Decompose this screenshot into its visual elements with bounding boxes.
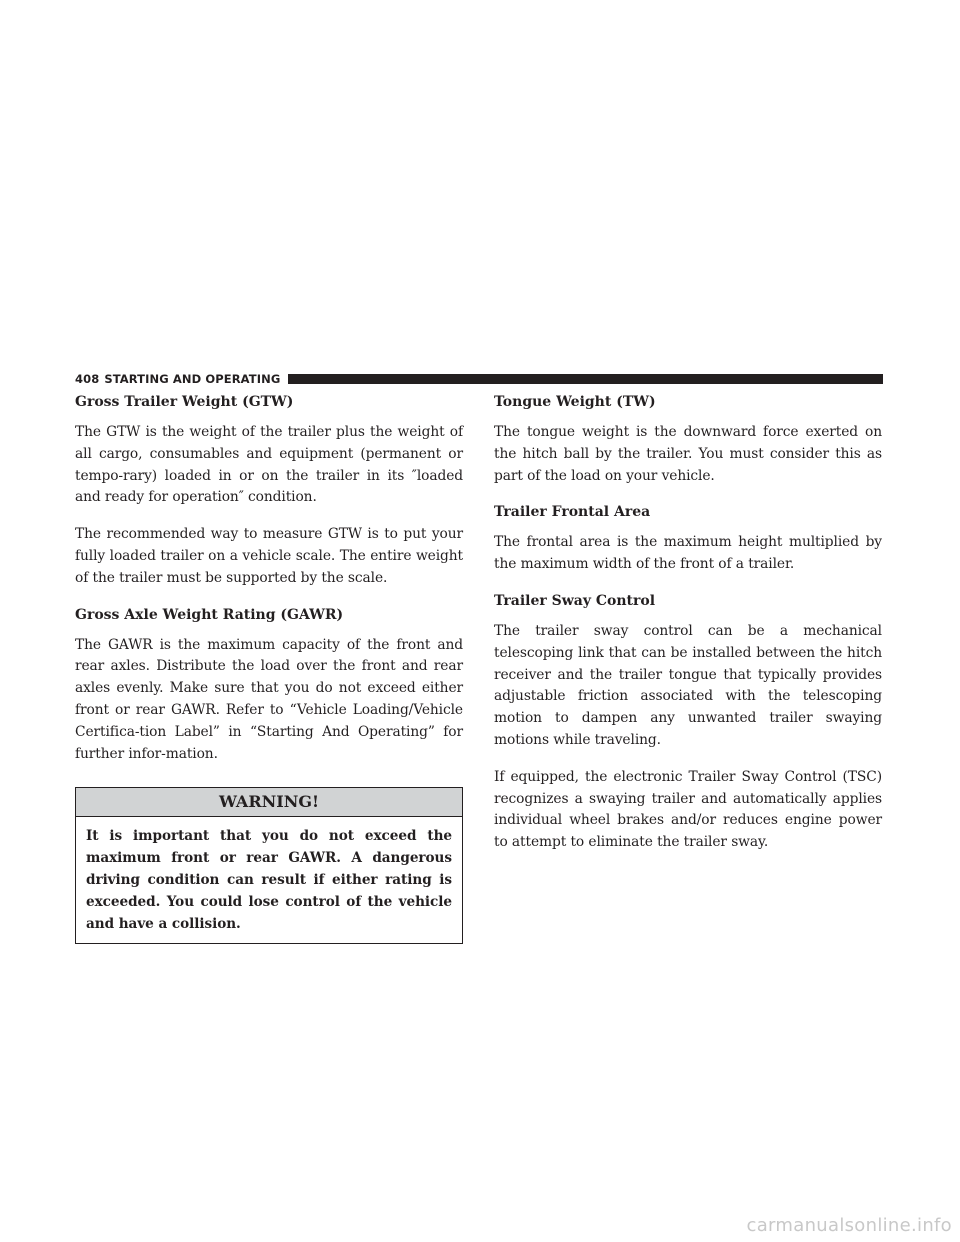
- tw-heading: Tongue Weight (TW): [494, 394, 656, 410]
- frontal-area-heading: Trailer Frontal Area: [494, 504, 651, 521]
- sway-control-paragraph-2: If equipped, the electronic Trailer Sway Control (TSC) recognizes a swaying trailer and automatically applies individual wheel brakes and/or reduces engine power to attempt to eliminate the trailer sway.: [494, 768, 882, 851]
- warning-text: It is important that you do not exceed the maximum front or rear GAWR. A dangerous driving condition can result if either rating is exceeded. You could lose control of the vehicle and have a collision.: [86, 828, 452, 932]
- page-header: [75, 371, 883, 387]
- gtw-paragraph-1: The GTW is the weight of the trailer plus the weight of all cargo, consumables and equipment (permanent or tempo-rary) loaded in or on the trailer in its ″loaded and ready for operation″ condition.: [75, 424, 463, 506]
- warning-box: [75, 787, 463, 944]
- warning-title: WARNING!: [76, 788, 462, 817]
- section-title: STARTING AND OPERATING: [104, 372, 281, 386]
- right-column: [494, 392, 882, 869]
- gtw-paragraph-2: The recommended way to measure GTW is to put your fully loaded trailer on a vehicle scale. The entire weight of the trailer must be supported by the scale.: [75, 526, 463, 586]
- watermark: carmanualsonline.info: [746, 1215, 952, 1236]
- sway-control-paragraph-1: The trailer sway control can be a mechanical telescoping link that can be installed between the hitch receiver and the trailer tongue that typically provides adjustable friction associated with the telescoping motion to dampen any unwanted trailer swaying motions while traveling.: [494, 622, 882, 748]
- gawr-heading: Gross Axle Weight Rating (GAWR): [75, 606, 344, 623]
- left-column: [75, 392, 463, 944]
- page-number: 408: [75, 372, 100, 386]
- gtw-heading: Gross Trailer Weight (GTW): [75, 394, 294, 410]
- header-rule: [288, 374, 883, 384]
- frontal-area-paragraph-1: The frontal area is the maximum height multiplied by the maximum width of the front of a trailer.: [494, 534, 882, 573]
- tw-paragraph-1: The tongue weight is the downward force exerted on the hitch ball by the trailer. You must consider this as part of the load on your vehicle.: [494, 424, 882, 484]
- gawr-paragraph-1: The GAWR is the maximum capacity of the front and rear axles. Distribute the load over the front and rear axles evenly. Make sure that you do not exceed either front or rear GAWR. Refer to “Vehicle Loading/Vehicle Certifica-tion Label” in “Starting And Operating” for further infor-mation.: [75, 636, 463, 762]
- sway-control-heading: Trailer Sway Control: [494, 592, 656, 609]
